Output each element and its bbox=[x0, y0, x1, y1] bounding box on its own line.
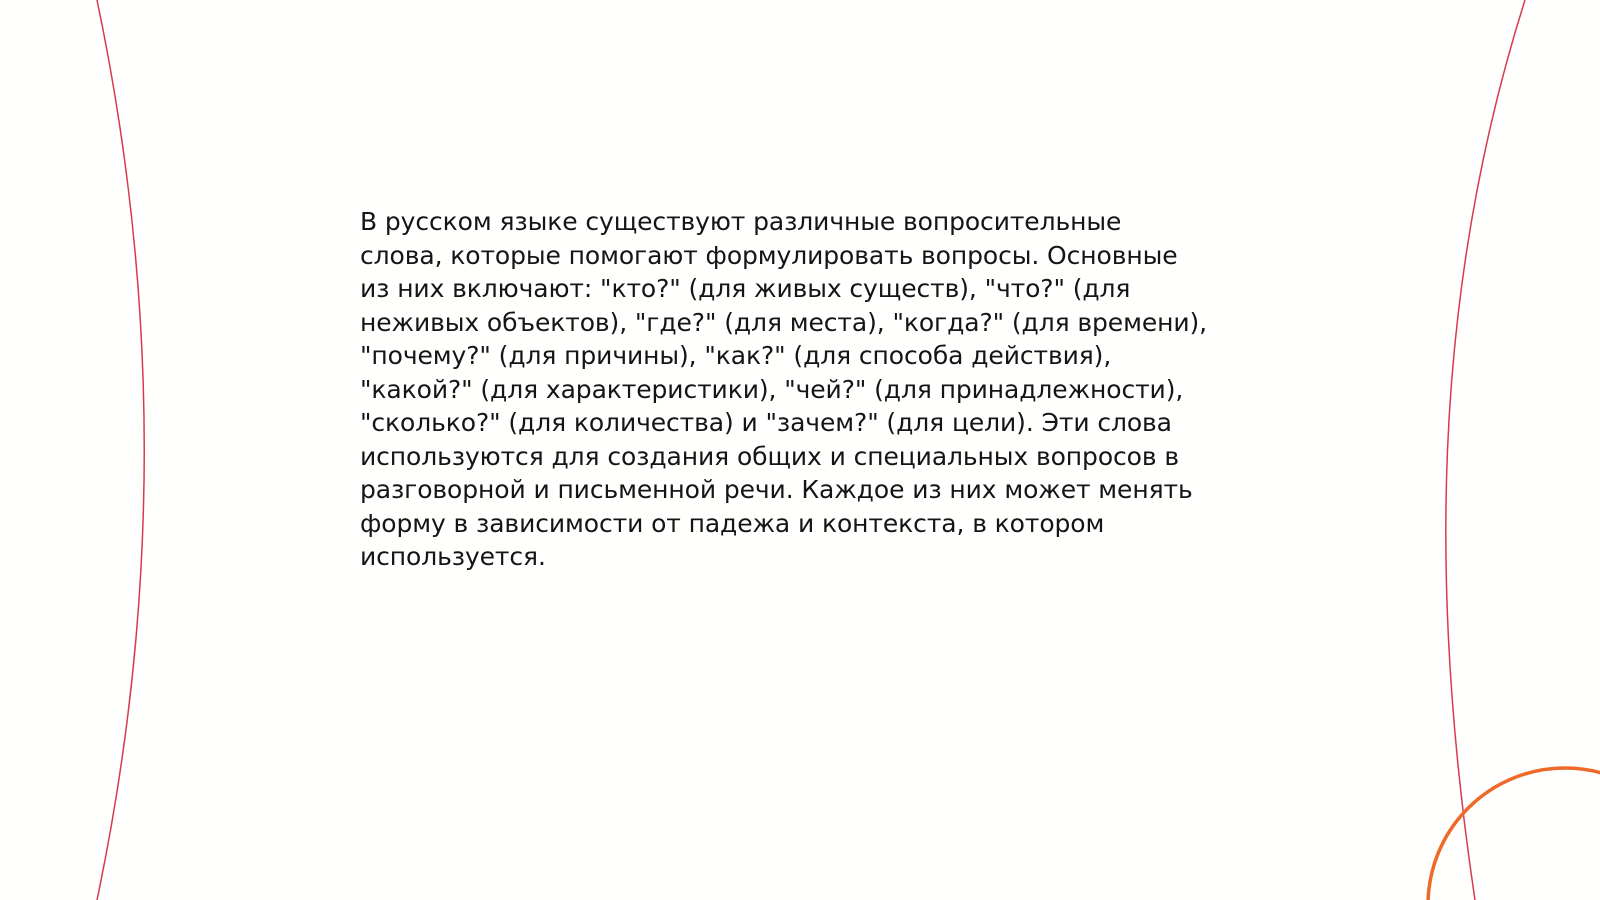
left-curve-decoration bbox=[97, 0, 144, 900]
body-text: В русском языке существуют различные вопросительные слова, которые помогают формулировать вопросы. Основные из них включают: "кто?" (для живых существ), "что?" (для неживых объектов), "где?" (для места), "когда?" (для времени), "почему?" (для причины), "как?" (для способа действия), "какой?" (для характеристики), "чей?" (для принадлежности), "сколько?" (для количества) и "зачем?" (для цели). Эти слова используются для создания общих и специальных вопросов в разговорной и письменной речи. Каждое из них может менять форму в зависимости от падежа и контекста, в котором используется. bbox=[360, 207, 1208, 571]
right-curve-decoration bbox=[1446, 0, 1525, 900]
accent-circle-decoration bbox=[1428, 768, 1600, 900]
